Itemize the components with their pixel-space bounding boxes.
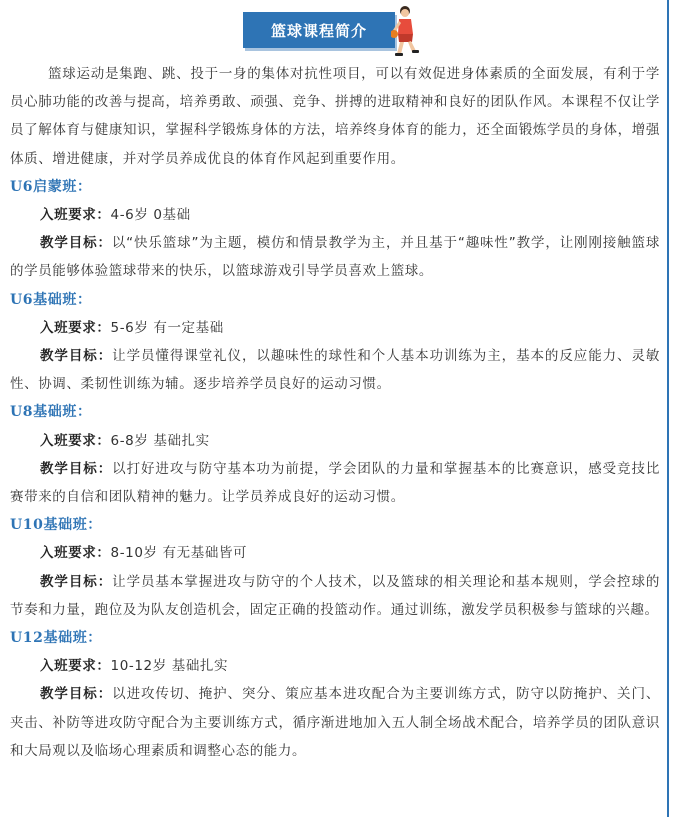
requirement-value: 5-6岁 有一定基础 [110,319,224,336]
right-border-line [667,0,669,817]
class-goal [10,342,660,398]
requirement-label: 入班要求： [40,658,111,675]
goal-label: 教学目标： [40,348,113,365]
requirement-value: 4-6岁 0基础 [110,207,191,224]
goal-value: 以打好进攻与防守基本功为前提，学会团队的力量和掌握基本的比赛意识，感受竞技比赛带来的自信和团队精神的魅力。让学员养成良好的运动习惯。 [10,460,660,506]
requirement-label: 入班要求： [40,432,111,449]
requirement-value: 8-10岁 有无基础皆可 [110,545,248,562]
page-title: 篮球课程简介 [243,12,395,48]
goal-value: 让学员基本掌握进攻与防守的个人技术，以及篮球的相关理论和基本规则，学会控球的节奏和力量，跑位及为队友创造机会，固定正确的投篮动作。通过训练，激发学员积极参与篮球的兴趣。 [10,573,660,618]
title-banner [243,12,423,50]
class-goal [10,455,660,511]
requirement-label: 入班要求： [40,319,111,336]
class-requirement [10,427,660,455]
intro-paragraph: 篮球运动是集跑、跳、投于一身的集体对抗性项目，可以有效促进身体素质的全面发展，有利于学员心肺功能的改善与提高，培养勇敢、顽强、竞争、拼搏的进取精神和良好的团队作风。本课程不仅让学员了解体育与健康知识，掌握科学锻炼身体的方法，培养终身体育的能力，还全面锻炼学员的身体，增强体质、增进健康，并对学员养成优良的体育作风起到重要作用。 [10,66,660,167]
class-goal [10,680,660,765]
basketball-player-icon [391,4,421,58]
requirement-value: 10-12岁 基础扎实 [110,658,229,675]
class-heading-u6-starter: U6启蒙班： [10,178,92,195]
course-content [10,60,660,765]
goal-label: 教学目标： [40,686,113,703]
class-goal [10,229,660,285]
requirement-label: 入班要求： [40,545,111,562]
class-heading-u8-basic: U8基础班： [10,404,92,421]
class-requirement [10,201,660,229]
goal-label: 教学目标： [40,573,113,590]
goal-value: 让学员懂得课堂礼仪，以趣味性的球性和个人基本功训练为主，基本的反应能力、灵敏性、协调、柔韧性训练为辅。逐步培养学员良好的运动习惯。 [10,348,660,393]
class-requirement [10,314,660,342]
goal-value: 以“快乐篮球”为主题，模仿和情景教学为主，并且基于“趣味性”教学，让刚刚接触篮球的学员能够体验篮球带来的快乐，以篮球游戏引导学员喜欢上篮球。 [10,235,660,280]
class-requirement [10,539,660,567]
class-heading-u10-basic: U10基础班： [10,517,102,534]
goal-value: 以进攻传切、掩护、突分、策应基本进攻配合为主要训练方式，防守以防掩护、关门、夹击、补防等进攻防守配合为主要训练方式，循序渐进地加入五人制全场战术配合，培养学员的团队意识和大局观以及临场心理素质和调整心态的能力。 [10,686,660,759]
requirement-value: 6-8岁 基础扎实 [110,432,210,449]
class-heading-u12-basic: U12基础班： [10,630,102,647]
goal-label: 教学目标： [40,460,113,477]
class-goal [10,568,660,624]
class-heading-u6-basic: U6基础班： [10,291,92,308]
goal-label: 教学目标： [40,235,112,252]
requirement-label: 入班要求： [40,207,111,224]
class-requirement [10,652,660,680]
